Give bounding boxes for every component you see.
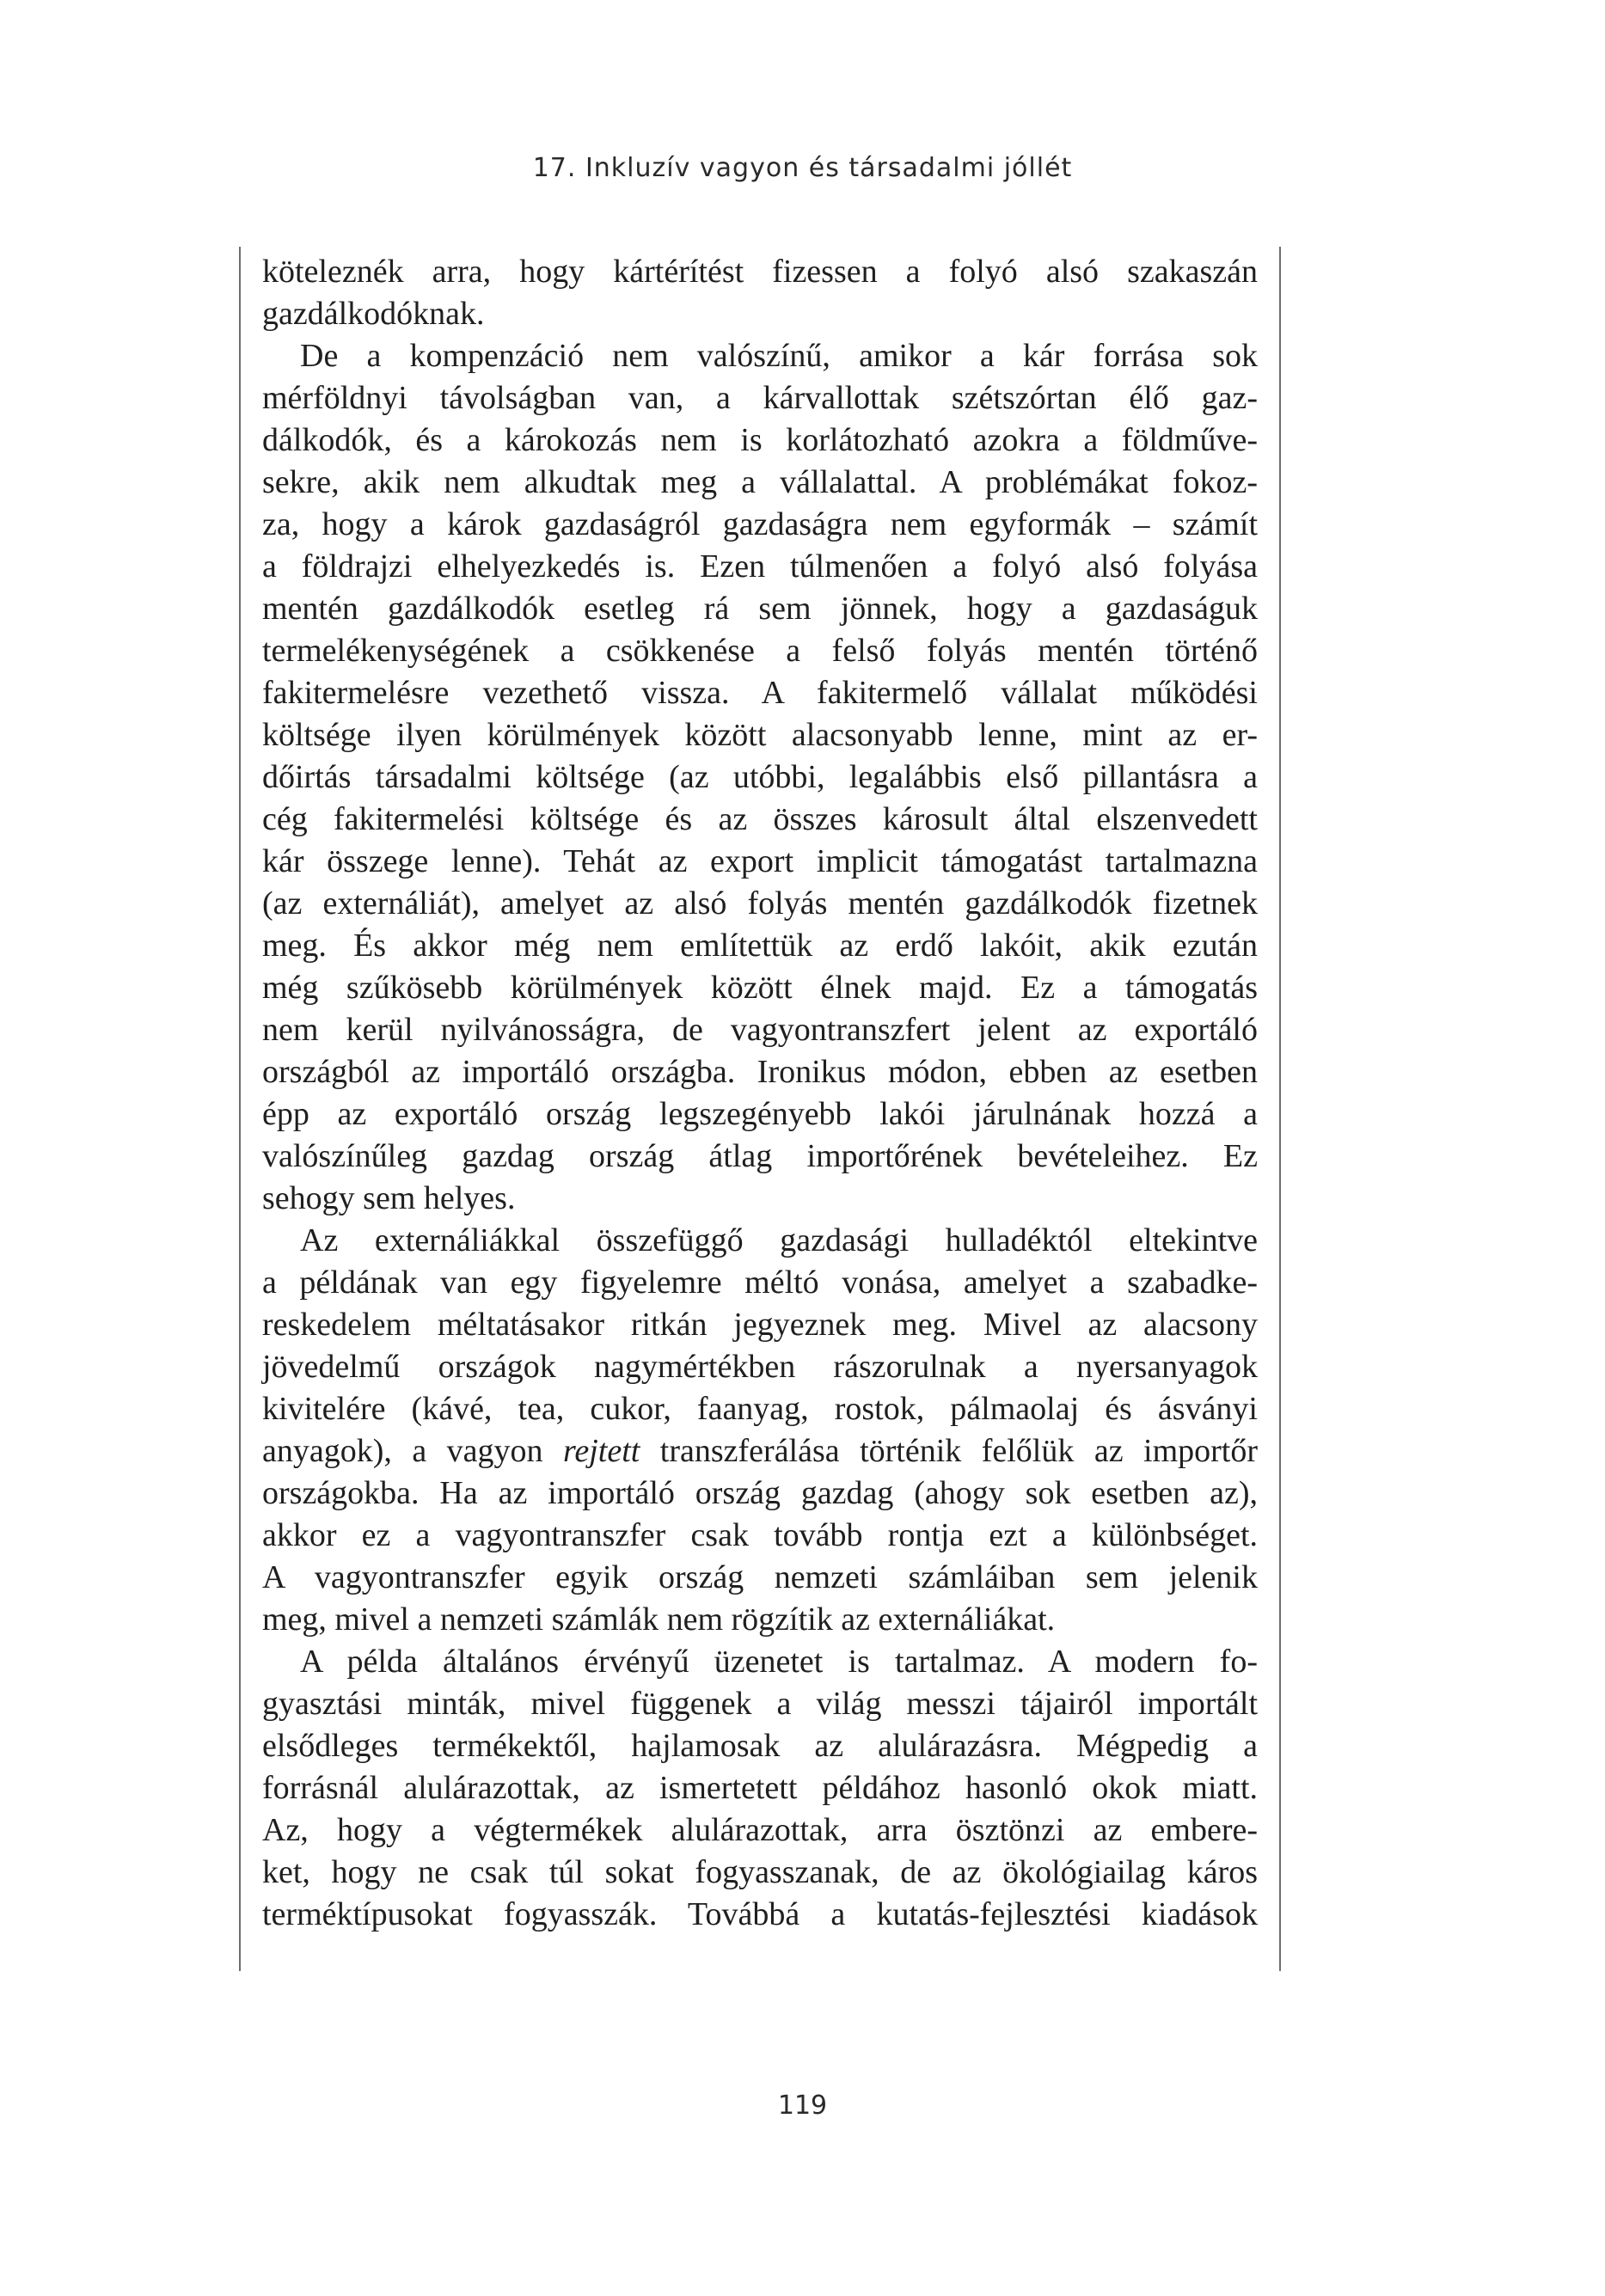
- paragraph-2: [262, 335, 1258, 1220]
- paragraph-1: [262, 251, 1258, 335]
- text-line: A vagyontranszfer egyik ország nemzeti számláiban sem jelenik: [262, 1559, 1258, 1595]
- text-line: valószínűleg gazdag ország átlag importőrének bevételeihez. Ez: [262, 1138, 1258, 1174]
- running-head: 17. Inkluzív vagyon és társadalmi jóllét: [532, 153, 1073, 183]
- text-line: akkor ez a vagyontranszfer csak tovább rontja ezt a különbséget.: [262, 1517, 1258, 1553]
- left-margin-rule: [239, 247, 241, 1971]
- text-line: sekre, akik nem alkudtak meg a vállalattal. A problémákat fokoz-: [262, 464, 1258, 500]
- text-run: transzferálása történik felőlük az importőr: [640, 1433, 1258, 1469]
- text-line: A példa általános érvényű üzenetet is tartalmaz. A modern fo-: [300, 1644, 1258, 1680]
- text-run: anyagok), a vagyon: [262, 1433, 563, 1469]
- text-line-with-italic: [262, 1430, 1258, 1473]
- text-line: országból az importáló országba. Ironikus módon, ebben az esetben: [262, 1054, 1258, 1090]
- text-line: épp az exportáló ország legszegényebb lakói járulnának hozzá a: [262, 1096, 1258, 1132]
- text-line: meg, mivel a nemzeti számlák nem rögzítik az externáliákat.: [262, 1601, 1056, 1638]
- text-line: költsége ilyen körülmények között alacsonyabb lenne, mint az er-: [262, 717, 1258, 753]
- text-line: dálkodók, és a károkozás nem is korlátozható azokra a földműve-: [262, 422, 1258, 458]
- text-line: köteleznék arra, hogy kártérítést fizessen a folyó alsó szakaszán: [262, 254, 1258, 290]
- text-line: Az, hogy a végtermékek alulárazottak, arra ösztönzi az embere-: [262, 1812, 1258, 1848]
- text-line: jövedelmű országok nagymértékben rászorulnak a nyersanyagok: [262, 1349, 1258, 1385]
- text-line: fakitermelésre vezethető vissza. A fakitermelő vállalat működési: [262, 675, 1258, 711]
- text-line: meg. És akkor még nem említettük az erdő lakóit, akik ezután: [262, 928, 1258, 964]
- text-line: termelékenységének a csökkenése a felső folyás mentén történő: [262, 633, 1258, 669]
- text-line: mentén gazdálkodók esetleg rá sem jönnek, hogy a gazdaságuk: [262, 591, 1258, 627]
- paragraph-4: [262, 1641, 1258, 1936]
- text-line: ket, hogy ne csak túl sokat fogyasszanak, de az ökológiailag káros: [262, 1854, 1258, 1890]
- text-line: a példának van egy figyelemre méltó vonása, amelyet a szabadke-: [262, 1264, 1258, 1301]
- text-line: mérföldnyi távolságban van, a kárvallottak szétszórtan élő gaz-: [262, 380, 1258, 416]
- paragraph-3: [262, 1220, 1258, 1641]
- text-line: forrásnál alulárazottak, az ismertetett példához hasonló okok miatt.: [262, 1770, 1258, 1806]
- text-line: dőirtás társadalmi költsége (az utóbbi, legalábbis első pillantásra a: [262, 759, 1258, 795]
- text-line: reskedelem méltatásakor ritkán jegyeznek meg. Mivel az alacsony: [262, 1307, 1258, 1343]
- text-line: még szűkösebb körülmények között élnek majd. Ez a támogatás: [262, 970, 1258, 1006]
- text-line: a földrajzi elhelyezkedés is. Ezen túlmenően a folyó alsó folyása: [262, 548, 1258, 585]
- text-line: terméktípusokat fogyasszák. Továbbá a kutatás-fejlesztési kiadások: [262, 1896, 1258, 1932]
- italic-emphasis: rejtett: [562, 1433, 640, 1469]
- text-line: (az externáliát), amelyet az alsó folyás mentén gazdálkodók fizetnek: [262, 885, 1258, 921]
- text-line: kivitelére (kávé, tea, cukor, faanyag, rostok, pálmaolaj és ásványi: [262, 1391, 1258, 1427]
- text-line: De a kompenzáció nem valószínű, amikor a kár forrása sok: [300, 338, 1258, 374]
- text-line: országokba. Ha az importáló ország gazdag (ahogy sok esetben az),: [262, 1475, 1258, 1511]
- text-line: cég fakitermelési költsége és az összes károsult által elszenvedett: [262, 801, 1258, 837]
- right-margin-rule: [1279, 247, 1281, 1971]
- body-text: [262, 251, 1258, 1936]
- text-line: kár összege lenne). Tehát az export implicit támogatást tartalmazna: [262, 843, 1258, 879]
- text-line: sehogy sem helyes.: [262, 1180, 516, 1216]
- text-line: gazdálkodóknak.: [262, 296, 485, 332]
- text-line: za, hogy a károk gazdaságról gazdaságra nem egyformák – számít: [262, 506, 1258, 542]
- text-line: Az externáliákkal összefüggő gazdasági hulladéktól eltekintve: [300, 1222, 1258, 1258]
- text-line: gyasztási minták, mivel függenek a világ messzi tájairól importált: [262, 1686, 1258, 1722]
- text-line: nem kerül nyilvánosságra, de vagyontranszfert jelent az exportáló: [262, 1012, 1258, 1048]
- page-number: 119: [777, 2091, 828, 2121]
- text-line: elsődleges termékektől, hajlamosak az alulárazásra. Mégpedig a: [262, 1728, 1258, 1764]
